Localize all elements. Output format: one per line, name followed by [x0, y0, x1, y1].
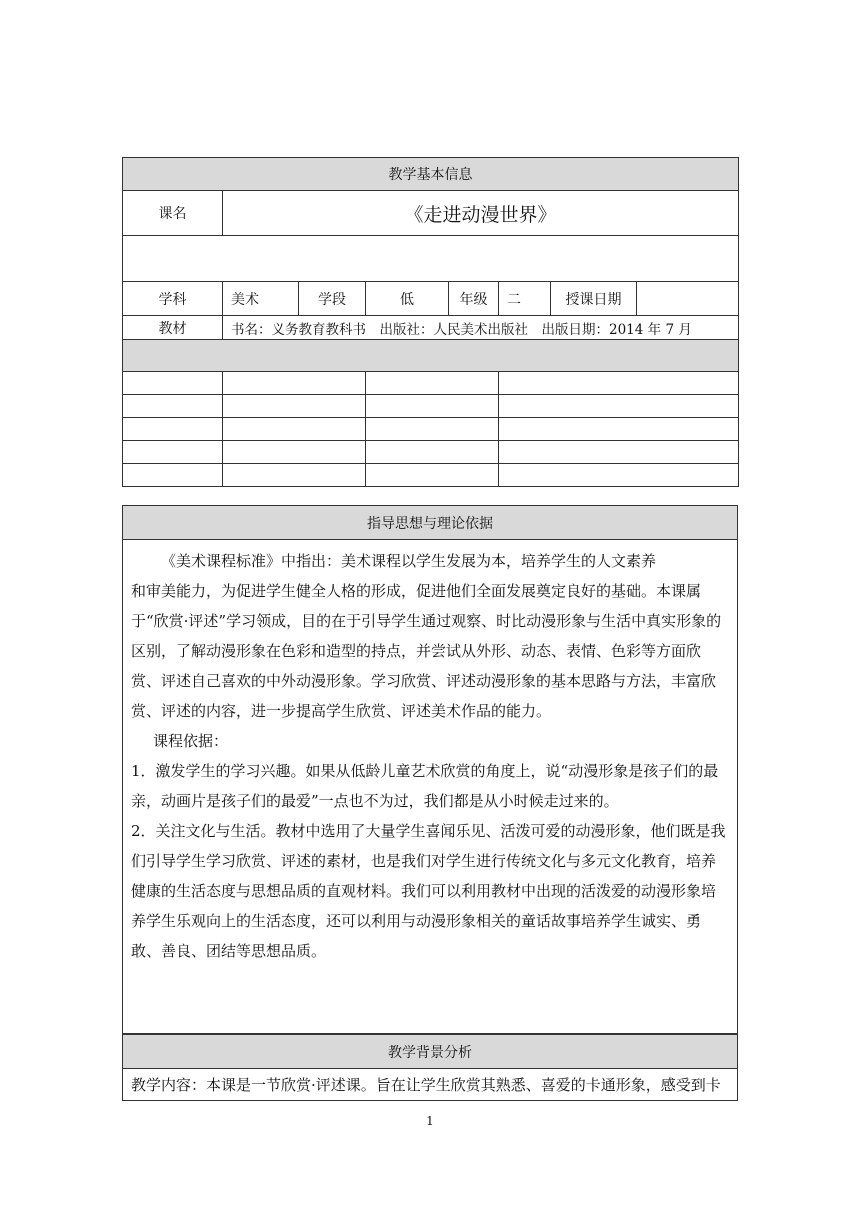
empty-cell	[123, 418, 223, 441]
empty-cell	[123, 395, 223, 418]
course-name: 《走进动漫世界》	[223, 191, 739, 236]
date-label: 授课日期	[551, 282, 637, 316]
empty-cell	[366, 441, 499, 464]
subject-value: 美术	[223, 282, 299, 316]
textbook-label: 教材	[123, 316, 223, 340]
empty-cell	[123, 464, 223, 487]
guiding-theory-table	[122, 505, 738, 1034]
empty-cell	[223, 441, 366, 464]
empty-cell	[366, 395, 499, 418]
empty-cell	[223, 418, 366, 441]
background-analysis-header: 教学背景分析	[123, 1035, 738, 1069]
empty-cell	[223, 372, 366, 395]
empty-cell	[499, 395, 739, 418]
guiding-theory-header: 指导思想与理论依据	[123, 506, 738, 540]
subject-label: 学科	[123, 282, 223, 316]
stage-value: 低	[366, 282, 449, 316]
background-analysis-content: 教学内容：本课是一节欣赏·评述课。旨在让学生欣赏其熟悉、喜爱的卡通形象，感受到卡	[123, 1069, 738, 1101]
blank-row	[123, 236, 739, 282]
basic-info-table	[122, 157, 739, 487]
empty-cell	[366, 418, 499, 441]
grade-value: 二	[499, 282, 551, 316]
empty-cell	[499, 441, 739, 464]
stage-label: 学段	[299, 282, 366, 316]
background-analysis-table	[122, 1034, 738, 1101]
empty-cell	[223, 464, 366, 487]
paragraph: 和审美能力，为促进学生健全人格的形成，促进他们全面发展奠定良好的基础。本课属于“欣赏·评述”学习领成，目的在于引导学生通过观察、时比动漫形象与生活中真实形象的区别，了解动漫形象在色彩和造型的持点，并尝试从外形、动态、表情、色彩等方面欣赏、评述自己喜欢的中外动漫形象。学习欣赏、评述动漫形象的基本思路与方法，丰富欣赏、评述的内容，进一步提高学生欣赏、评述美术作品的能力。	[131, 582, 722, 720]
grade-label: 年级	[449, 282, 499, 316]
course-label: 课名	[123, 191, 223, 236]
date-value	[637, 282, 739, 316]
textbook-value: 书名：义务教育教科书 出版社：人民美术出版社 出版日期：2014 年 7 月	[223, 316, 739, 340]
guiding-theory-body	[123, 540, 738, 1034]
empty-cell	[499, 372, 739, 395]
empty-cell	[123, 441, 223, 464]
paragraph: 课程依据：	[153, 732, 229, 750]
empty-cell	[223, 395, 366, 418]
empty-cell	[499, 464, 739, 487]
paragraph: 1．激发学生的学习兴趣。如果从低龄儿童艺术欣赏的角度上，说“动漫形象是孩子们的最亲，动画片是孩子们的最爱”一点也不为过，我们都是从小时候走过来的。	[131, 762, 719, 810]
empty-cell	[366, 372, 499, 395]
basic-info-header: 教学基本信息	[123, 158, 739, 191]
empty-cell	[123, 372, 223, 395]
paragraph: 2．关注文化与生活。教材中选用了大量学生喜闻乐见、活泼可爱的动漫形象，他们既是我们引导学生学习欣赏、评述的素材，也是我们对学生进行传统文化与多元文化教育，培养健康的生活态度与思想品质的直观材料。我们可以利用教材中出现的活泼爱的动漫形象培养学生乐观向上的生活态度，还可以利用与动漫形象相关的童话故事培养学生诚实、勇敢、善良、团结等思想品质。	[131, 822, 726, 960]
page-number: 1	[426, 1114, 434, 1128]
empty-cell	[366, 464, 499, 487]
empty-cell	[499, 418, 739, 441]
paragraph: 《美术课程标准》中指出：美术课程以学生发展为本，培养学生的人文素养	[161, 552, 657, 570]
gray-header-row	[123, 340, 739, 372]
